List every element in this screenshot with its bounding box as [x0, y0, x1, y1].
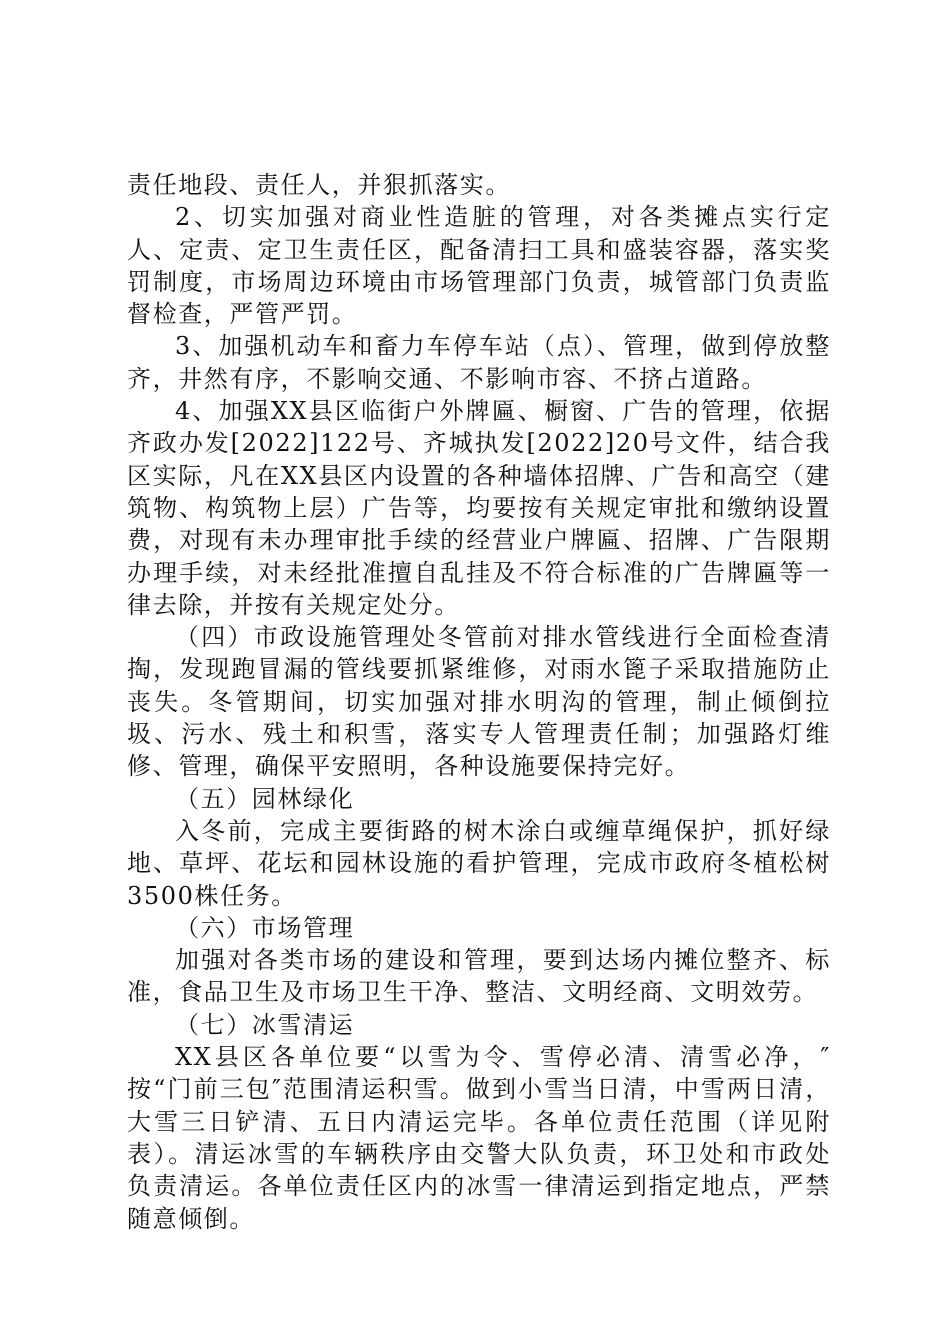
- paragraph-item-4: 4、加强XX县区临街户外牌匾、橱窗、广告的管理，依据齐政办发[2022]122号、齐城执发[2022]20号文件，结合我区实际，凡在XX县区内设置的各种墙体招牌、广告和高空（建筑物、构筑物上层）广告等，均要按有关规定审批和缴纳设置费，对现有未办理审批手续的经营业户牌匾、招牌、广告限期办理手续，对未经批准擅自乱挂及不符合标准的广告牌匾等一律去除，并按有关规定处分。: [127, 397, 831, 619]
- paragraph-market: 加强对各类市场的建设和管理，要到达场内摊位整齐、标准，食品卫生及市场卫生干净、整洁、文明经商、文明效劳。: [127, 946, 831, 1007]
- heading-section-6: （六）市场管理: [175, 913, 355, 942]
- paragraph-section-4: （四）市政设施管理处冬管前对排水管线进行全面检查清掏，发现跑冒漏的管线要抓紧维修，对雨水篦子采取措施防止丧失。冬管期间，切实加强对排水明沟的管理，制止倾倒拉圾、污水、残土和积雪，落实专人管理责任制；加强路灯维修、管理，确保平安照明，各种设施要保持完好。: [127, 623, 831, 781]
- paragraph-item-3: 3、加强机动车和畜力车停车站（点）、管理，做到停放整齐，井然有序，不影响交通、不影响市容、不挤占道路。: [127, 332, 831, 393]
- heading-section-7: （七）冰雪清运: [175, 1010, 355, 1039]
- paragraph-item-2: 2、切实加强对商业性造脏的管理，对各类摊点实行定人、定责、定卫生责任区，配备清扫工具和盛装容器，落实奖罚制度，市场周边环境由市场管理部门负责，城管部门负责监督检查，严管严罚。: [127, 203, 831, 329]
- heading-section-5: （五）园林绿化: [175, 784, 355, 813]
- document-body: [127, 169, 831, 1235]
- paragraph-responsibility: 责任地段、责任人，并狠抓落实。: [127, 171, 511, 199]
- paragraph-snow-removal: XX县区各单位要“以雪为令、雪停必清、清雪必净，″按“门前三包″范围清运积雪。做到小雪当日清，中雪两日清，大雪三日铲清、五日内清运完毕。各单位责任范围（详见附表）。清运冰雪的车辆秩序由交警大队负责，环卫处和市政处负责清运。各单位责任区内的冰雪一律清运到指定地点，严禁随意倾倒。: [127, 1043, 831, 1233]
- paragraph-greening: 入冬前，完成主要街路的树木涂白或缠草绳保护，抓好绿地、草坪、花坛和园林设施的看护管理，完成市政府冬植松树3500株任务。: [127, 816, 831, 910]
